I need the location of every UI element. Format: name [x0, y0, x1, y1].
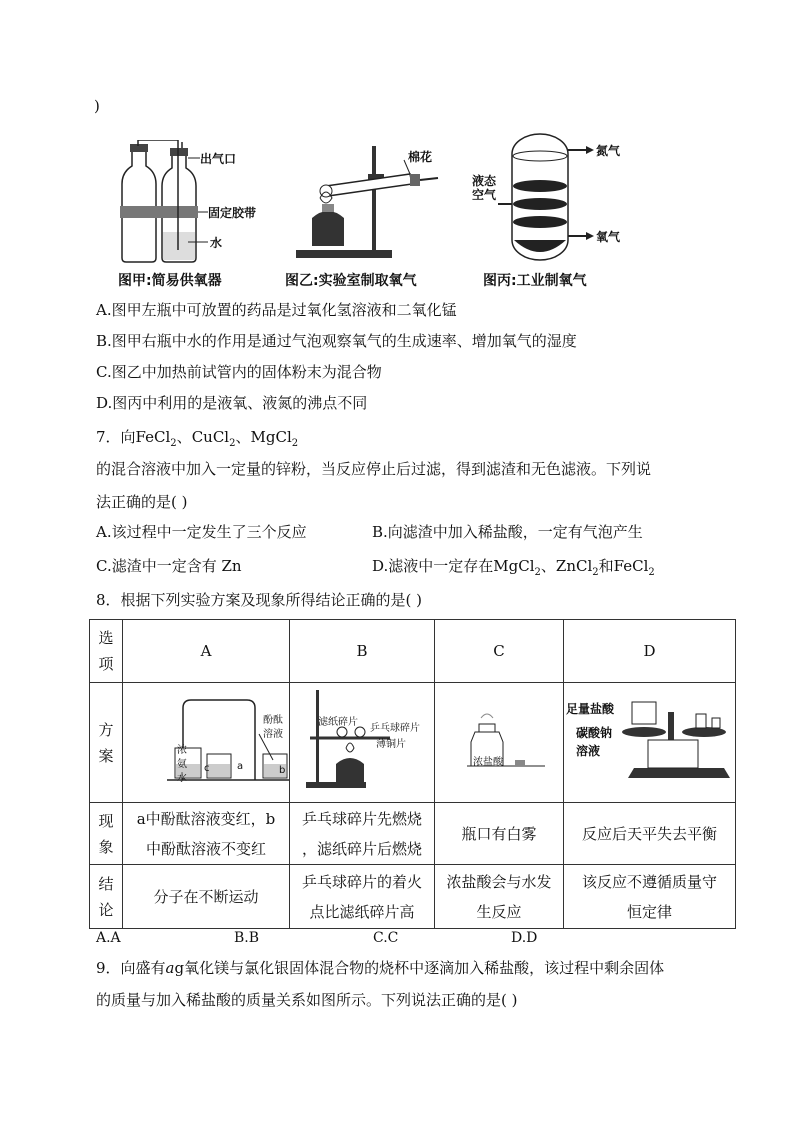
label-oxygen: 氧气: [596, 230, 621, 244]
q7-stem-line2: 的混合溶液中加入一定量的锌粉，当反应停止后过滤，得到滤渣和无色滤液。下列说: [96, 460, 652, 478]
label-outlet: 出气口: [200, 152, 237, 166]
q7-option-b: B.向滤渣中加入稀盐酸，一定有气泡产生: [372, 523, 643, 541]
conclusion-d: 该反应不遵循质量守 恒定律: [564, 865, 736, 929]
question-fragment: ): [94, 97, 100, 115]
plan-b-cell: [290, 683, 435, 803]
col-head-b: B: [290, 620, 435, 683]
balance-reaction-diagram: 足量盐酸 碳酸钠 溶液: [564, 684, 735, 802]
q7-option-c: C.滤渣中一定含有 Zn: [96, 557, 242, 575]
q8-stem: 8．根据下列实验方案及现象所得结论正确的是( ): [96, 591, 423, 609]
q7-stem-line3: 法正确的是( ): [96, 493, 188, 511]
caption-yi: 图乙:实验室制取氧气: [285, 273, 417, 289]
caption-jia: 图甲:简易供氧器: [118, 273, 222, 289]
head-option: 选 项: [90, 620, 123, 683]
q6-option-c: C.图乙中加热前试管内的固体粉末为混合物: [96, 363, 382, 381]
q7-option-d: D.滤液中一定存在MgCl$_2$、ZnCl$_2$和FeCl$_2$: [372, 557, 655, 578]
q8-answer-d: D.D: [511, 930, 538, 946]
phenomenon-b: 乒乓球碎片先燃烧 ，滤纸碎片后燃烧: [290, 803, 435, 865]
caption-bing: 图丙:工业制氧气: [483, 273, 587, 289]
col-head-a: A: [123, 620, 290, 683]
q8-answer-a: A.A: [96, 930, 121, 946]
hcl-bottle-diagram: 浓盐酸: [435, 684, 563, 802]
q8-answer-b: B.B: [234, 930, 260, 946]
q7-stem-line1: 7．向FeCl$_2$、CuCl$_2$、MgCl$_2$: [96, 428, 299, 449]
label-nitrogen: 氮气: [596, 144, 621, 158]
plan-a-cell: [123, 683, 290, 803]
figure-yi: [292, 138, 442, 270]
q7-option-a: A.该过程中一定发生了三个反应: [96, 523, 307, 541]
phenomenon-d: 反应后天平失去平衡: [564, 803, 736, 865]
col-head-d: D: [564, 620, 736, 683]
chem-fecl2: FeCl$_2$: [135, 428, 177, 449]
label-band: 固定胶带: [208, 206, 257, 220]
q6-option-d: D.图丙中利用的是液氧、液氮的沸点不同: [96, 394, 368, 412]
phenomenon-c: 瓶口有白雾: [435, 803, 564, 865]
head-conclusion: 结 论: [90, 865, 123, 929]
col-head-c: C: [435, 620, 564, 683]
conclusion-a: 分子在不断运动: [123, 865, 290, 929]
plan-c-cell: [435, 683, 564, 803]
q6-option-b: B.图甲右瓶中水的作用是通过气泡观察氧气的生成速率、增加氧气的湿度: [96, 332, 577, 350]
conclusion-c: 浓盐酸会与水发 生反应: [435, 865, 564, 929]
ammonia-diffusion-diagram: 酚酞 溶液 浓 氨 水 c a b: [123, 684, 289, 802]
chem-mgcl2: MgCl$_2$: [250, 428, 299, 449]
head-phenomenon: 现 象: [90, 803, 123, 865]
figure-jia: [118, 140, 258, 290]
q8-answer-c: C.C: [373, 930, 399, 946]
phenomenon-a: a中酚酞溶液变红，b 中酚酞溶液不变红: [123, 803, 290, 865]
q8-experiment-table: [89, 619, 736, 929]
chem-cucl2: CuCl$_2$: [191, 428, 236, 449]
label-water: 水: [210, 236, 223, 250]
q9-stem-line1: 9．向盛有ag氧化镁与氯化银固体混合物的烧杯中逐滴加入稀盐酸，该过程中剩余固体: [96, 959, 665, 977]
label-liquid-air-2: 空气: [472, 188, 497, 202]
figure-bing: [470, 128, 630, 268]
plan-d-cell: [564, 683, 736, 803]
q7-prefix: 7．向: [96, 428, 136, 446]
q9-stem-line2: 的质量与加入稀盐酸的质量关系如图所示。下列说法正确的是( ): [96, 991, 518, 1009]
label-cotton: 棉花: [408, 150, 433, 164]
head-plan: 方 案: [90, 683, 123, 803]
q6-option-a: A.图甲左瓶中可放置的药品是过氧化氢溶液和二氧化锰: [96, 301, 457, 319]
label-liquid-air-1: 液态: [472, 174, 497, 188]
conclusion-b: 乒乓球碎片的着火 点比滤纸碎片高: [290, 865, 435, 929]
ignition-point-diagram: 滤纸碎片 乒乓球碎片 薄铜片: [290, 684, 434, 802]
